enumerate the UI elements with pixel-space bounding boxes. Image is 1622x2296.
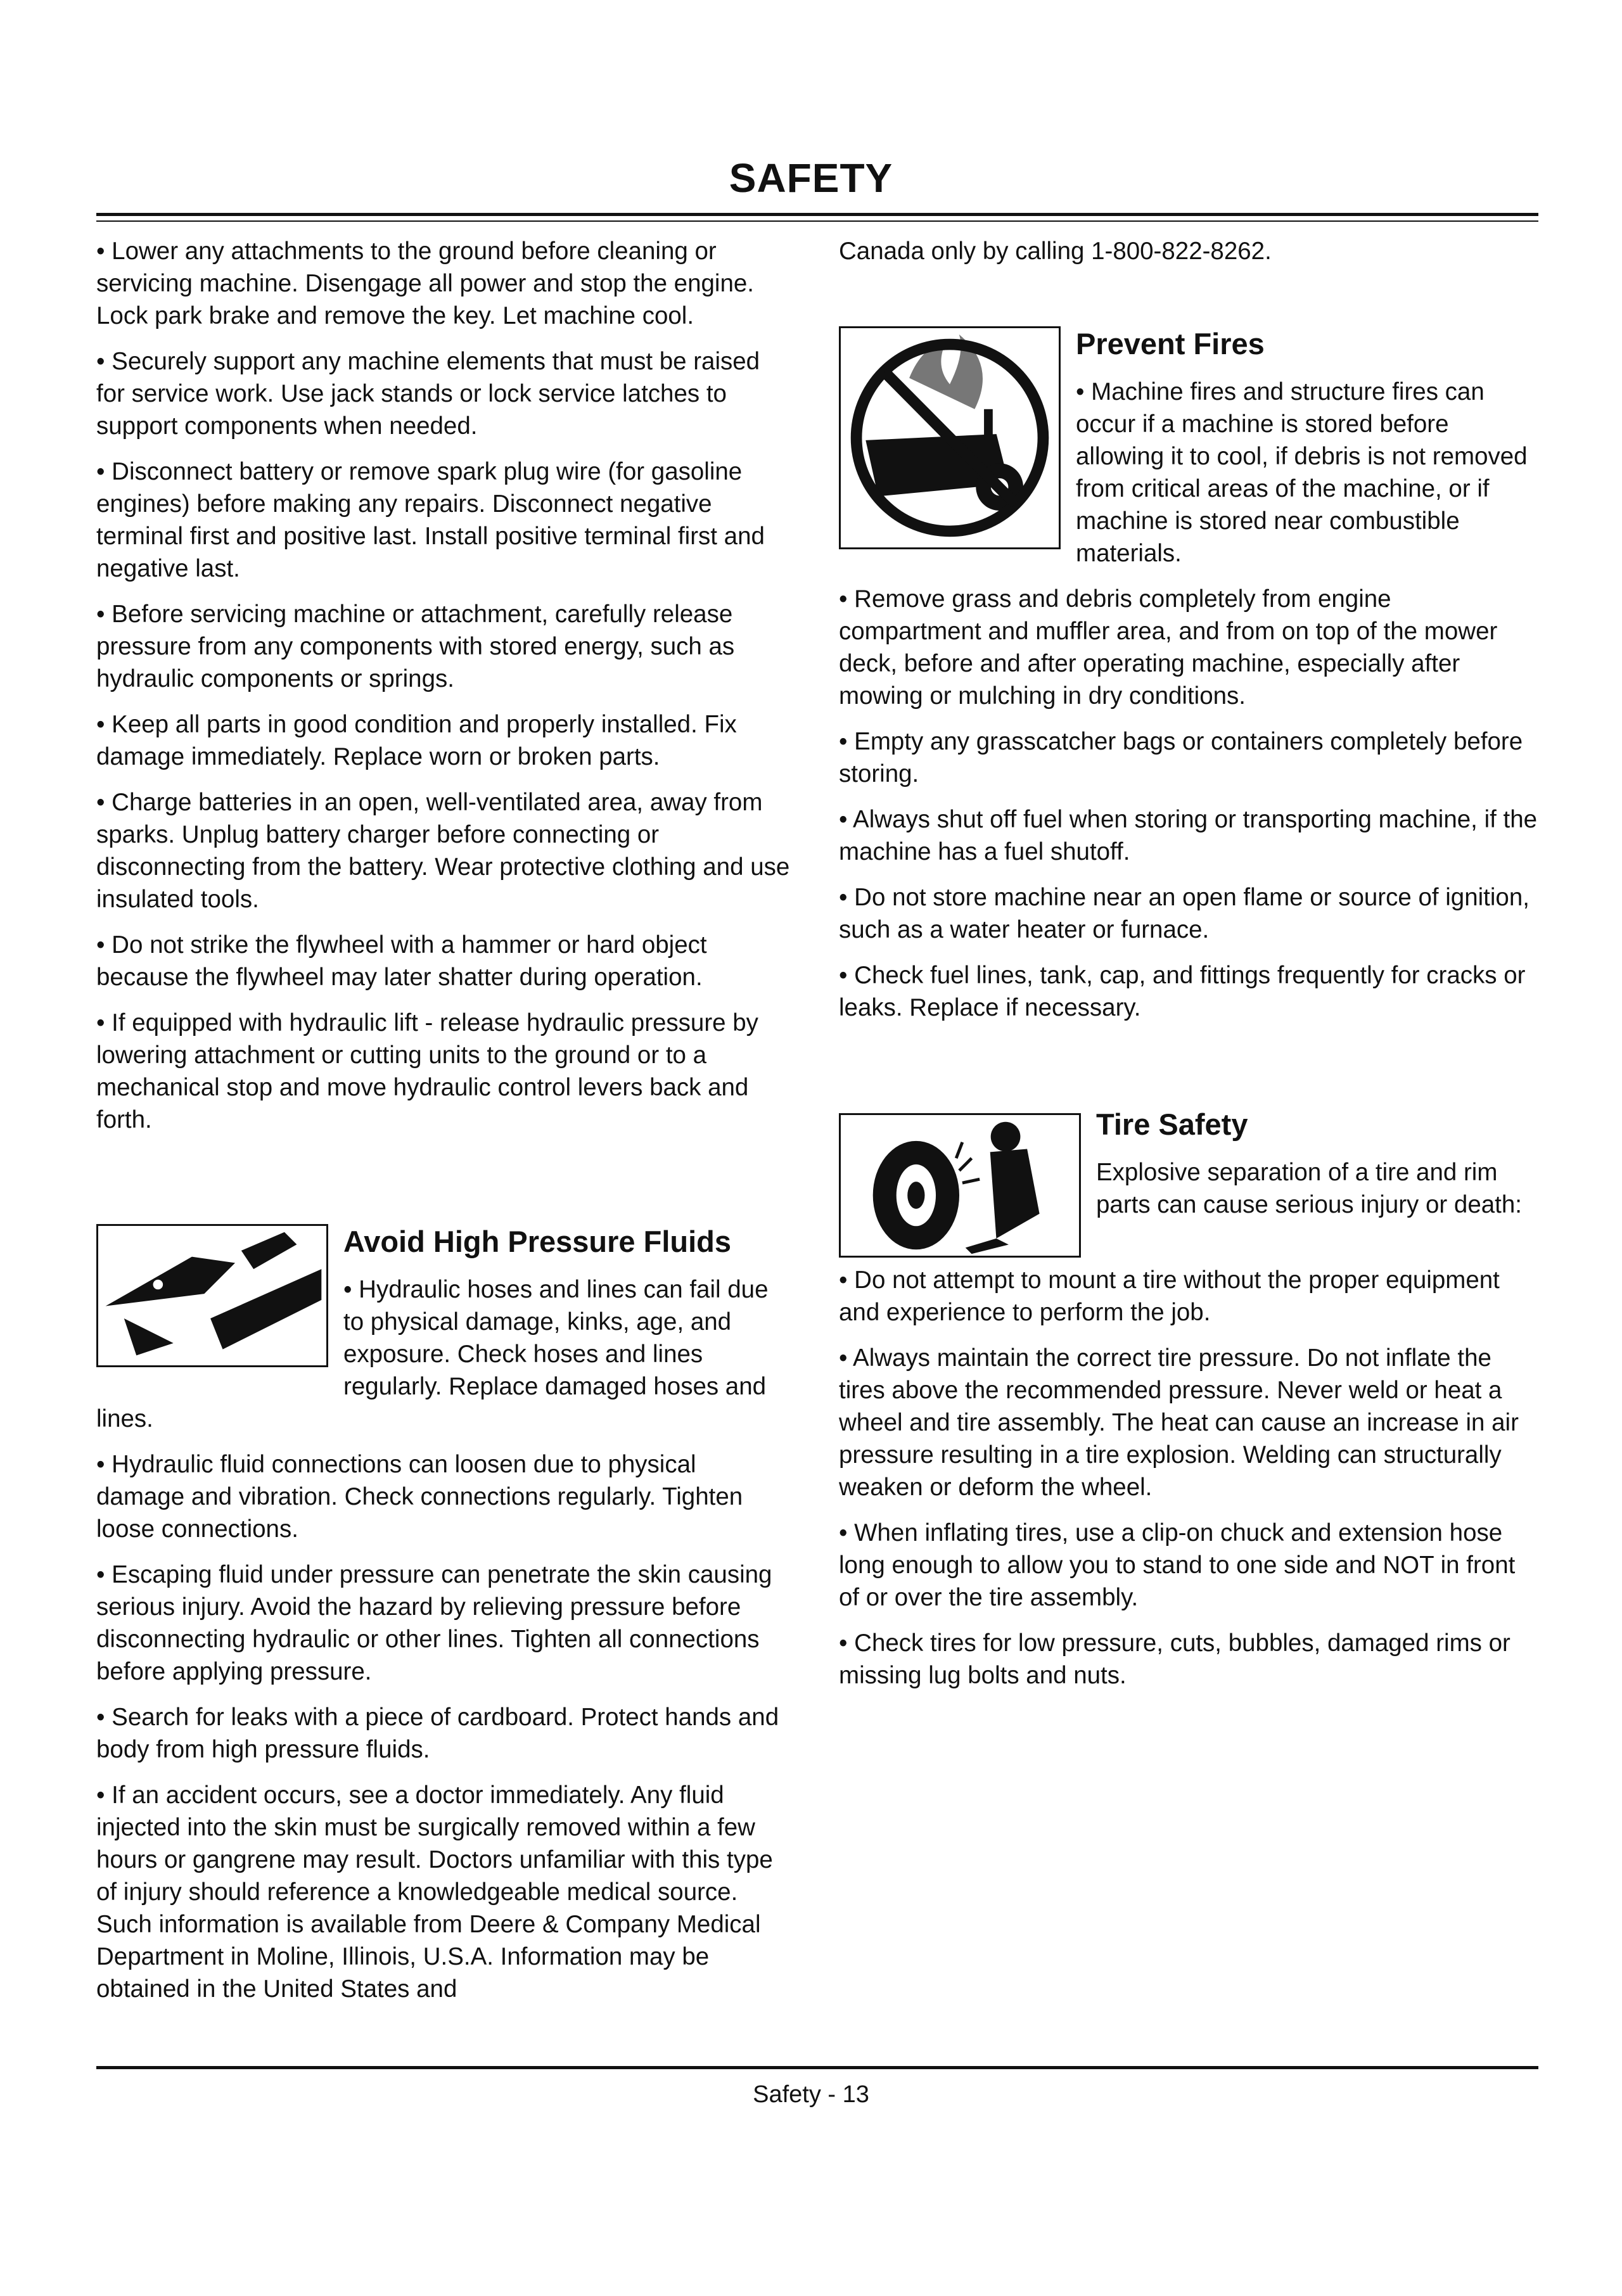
no-fire-mower-icon (839, 326, 1061, 549)
paragraph: • Do not attempt to mount a tire without the proper equipment and experience to perform the job. (839, 1266, 1500, 1326)
paragraph: • If equipped with hydraulic lift - release hydraulic pressure by lowering attachment or cutting units to the ground or to a mechanical stop and move hydraulic control levers back and forth. (96, 1009, 758, 1133)
left-column (96, 235, 791, 2019)
paragraph: • Check tires for low pressure, cuts, bubbles, damaged rims or missing lug bolts and nuts. (839, 1630, 1510, 1689)
paragraph: • Empty any grasscatcher bags or containers completely before storing. (839, 728, 1523, 788)
paragraph: • Securely support any machine elements that must be raised for service work. Use jack stands or lock service latches to support components when needed. (96, 348, 760, 440)
footer-rule (96, 2066, 1538, 2069)
paragraph: • Escaping fluid under pressure can penetrate the skin causing serious injury. Avoid the hazard by relieving pressure before disconnecting hydraulic or other lines. Tighten all connections before applying pressure. (96, 1561, 772, 1685)
page-title: SAFETY (729, 155, 893, 201)
paragraph: • Always maintain the correct tire pressure. Do not inflate the tires above the recommended pressure. Never weld or heat a wheel and tire assembly. The heat can cause an increase in air pressure resulting in a tire explosion. Welding can structurally weaken or deform the wheel. (839, 1344, 1519, 1501)
paragraph: Explosive separation of a tire and rim parts can cause serious injury or death: (1096, 1159, 1522, 1218)
paragraph: • Lower any attachments to the ground before cleaning or servicing machine. Disengage all power and stop the engine. Lock park brake and remove the key. Let machine cool. (96, 238, 754, 329)
paragraph: • Do not store machine near an open flame or source of ignition, such as a water heater or furnace. (839, 884, 1529, 943)
paragraph: • Search for leaks with a piece of cardboard. Protect hands and body from high pressure fluids. (96, 1704, 779, 1763)
page-footer: Safety - 13 (753, 2081, 869, 2108)
fires-section (839, 326, 1538, 583)
paragraph: • Check fuel lines, tank, cap, and fittings frequently for cracks or leaks. Replace if necessary. (839, 962, 1526, 1021)
header-rule-thin (96, 220, 1538, 222)
paragraph: • Hydraulic fluid connections can loosen due to physical damage and vibration. Check connections regularly. Tighten loose connections. (96, 1451, 743, 1543)
fires-heading: Prevent Fires (1076, 327, 1265, 360)
tire-section (839, 1107, 1538, 1264)
paragraph: • Charge batteries in an open, well-ventilated area, away from sparks. Unplug battery charger before connecting or disconnecting from the battery. Wear protective clothing and use insulated tools. (96, 789, 790, 913)
paragraph: • Remove grass and debris completely from engine compartment and muffler area, and from on top of the mower deck, before and after operating machine, especially after mowing or mulching in dry conditions. (839, 585, 1498, 710)
paragraph: Canada only by calling 1-800-822-8262. (839, 238, 1272, 265)
tire-heading: Tire Safety (1096, 1107, 1248, 1141)
hp-heading: Avoid High Pressure Fluids (343, 1225, 731, 1258)
paragraph: • Keep all parts in good condition and properly installed. Fix damage immediately. Replace worn or broken parts. (96, 711, 737, 770)
hp-section (96, 1213, 791, 1448)
paragraph: • Disconnect battery or remove spark plug wire (for gasoline engines) before making any repairs. Disconnect negative terminal first and positive last. Install positive terminal first and negative last. (96, 458, 765, 582)
paragraph: • Machine fires and structure fires can occur if a machine is stored before allowing it to cool, if debris is not removed from critical areas of the machine, or if machine is stored near combustible materials. (1076, 378, 1528, 567)
paragraph: • If an accident occurs, see a doctor immediately. Any fluid injected into the skin must be surgically removed within a few hours or gangrene may result. Doctors unfamiliar with this type of injury should reference a knowledgeable medical source. Such information is available from Deere & Company Medical Department in Moline, Illinois, U.S.A. Information may be obtained in the United States and (96, 1782, 773, 2003)
paragraph: • Before servicing machine or attachment, carefully release pressure from any components with stored energy, such as hydraulic components or springs. (96, 601, 735, 692)
paragraph: • When inflating tires, use a clip-on chuck and extension hose long enough to allow you to stand to one side and NOT in front of or over the tire assembly. (839, 1519, 1516, 1611)
paragraph: • Always shut off fuel when storing or transporting machine, if the machine has a fuel shutoff. (839, 806, 1538, 865)
paragraph: • Do not strike the flywheel with a hammer or hard object because the flywheel may later shatter during operation. (96, 931, 707, 991)
right-column (839, 235, 1538, 1705)
header-rule (96, 213, 1538, 216)
paragraph: • Hydraulic hoses and lines can fail due to physical damage, kinks, age, and exposure. Check hoses and lines regularly. Replace damaged hoses and lines. (96, 1276, 769, 1432)
tire-explosion-icon (839, 1113, 1081, 1258)
high-pressure-fluid-icon (96, 1224, 328, 1367)
